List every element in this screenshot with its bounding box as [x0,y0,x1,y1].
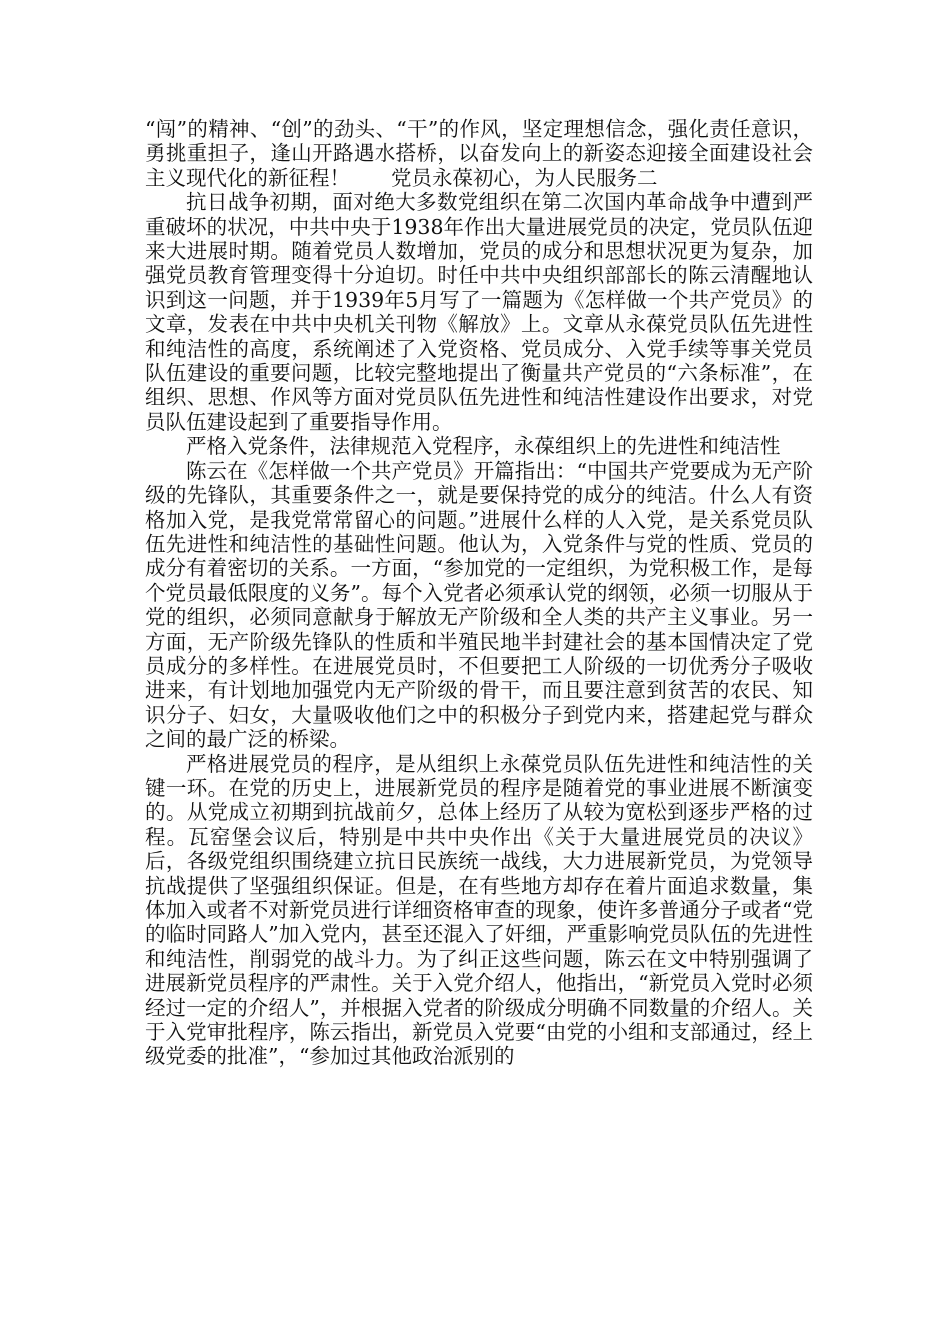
paragraph-membership-conditions: 陈云在《怎样做一个共产党员》开篇指出：“中国共产党要成为无产阶级的先锋队，其重要条件之一，就是要保持党的成分的纯洁。什么人有资格加入党，是我党常常留心的问题。”进展什么样的人入党，是关系党员队伍先进性和纯洁性的基础性问题。他认为，入党条件与党的性质、党员的成分有着密切的关系。一方面，“参加党的一定组织，为党积极工作，是每个党员最低限度的义务”。每个入党者必须承认党的纲领，必须一切服从于党的组织，必须同意献身于解放无产阶级和全人类的共产主义事业。另一方面，无产阶级先锋队的性质和半殖民地半封建社会的基本国情决定了党员成分的多样性。在进展党员时，不但要把工人阶级的一切优秀分子吸收进来，有计划地加强党内无产阶级的骨干，而且要注意到贫苦的农民、知识分子、妇女，大量吸收他们之中的积极分子到党内来，搭建起党与群众之间的最广泛的桥梁。 [145,458,813,752]
paragraph-membership-procedure: 严格进展党员的程序，是从组织上永葆党员队伍先进性和纯洁性的关键一环。在党的历史上，进展新党员的程序是随着党的事业进展不断演变的。从党成立初期到抗战前夕，总体上经历了从较为宽松到逐步严格的过程。瓦窑堡会议后，特别是中共中央作出《关于大量进展党员的决议》后，各级党组织围绕建立抗日民族统一战线，大力进展新党员，为党领导抗战提供了坚强组织保证。但是，在有些地方却存在着片面追求数量，集体加入或者不对新党员进行详细资格审查的现象，使许多普通分子或者“党的临时同路人”加入党内，甚至还混入了奸细，严重影响党员队伍的先进性和纯洁性，削弱党的战斗力。为了纠正这些问题，陈云在文中特别强调了进展新党员程序的严肃性。关于入党介绍人，他指出，“新党员入党时必须经过一定的介绍人”，并根据入党者的阶级成分明确不同数量的介绍人。关于入党审批程序，陈云指出，新党员入党要“由党的小组和支部通过，经上级党委的批准”，“参加过其他政治派别的 [145,751,813,1069]
section-heading: 严格入党条件，法律规范入党程序，永葆组织上的先进性和纯洁性 [186,434,781,459]
paragraph-continuation: “闯”的精神、“创”的劲头、“干”的作风，坚定理想信念，强化责任意识，勇挑重担子，逢山开路遇水搭桥，以奋发向上的新姿态迎接全面建设社会主义现代化的新征程！ 党员永葆初心，为人民服务二 [145,117,813,190]
document-body [145,117,813,1069]
paragraph-anti-japanese-war: 抗日战争初期，面对绝大多数党组织在第二次国内革命战争中遭到严重破坏的状况，中共中央于1938年作出大量进展党员的决定，党员队伍迎来大进展时期。随着党员人数增加，党员的成分和思想状况更为复杂，加强党员教育管理变得十分迫切。时任中共中央组织部部长的陈云清醒地认识到这一问题，并于1939年5月写了一篇题为《怎样做一个共产党员》的文章，发表在中共中央机关刊物《解放》上。文章从永葆党员队伍先进性和纯洁性的高度，系统阐述了入党资格、党员成分、入党手续等事关党员队伍建设的重要问题，比较完整地提出了衡量共产党员的“六条标准”，在组织、思想、作风等方面对党员队伍先进性和纯洁性建设作出要求，对党员队伍建设起到了重要指导作用。 [145,190,813,434]
